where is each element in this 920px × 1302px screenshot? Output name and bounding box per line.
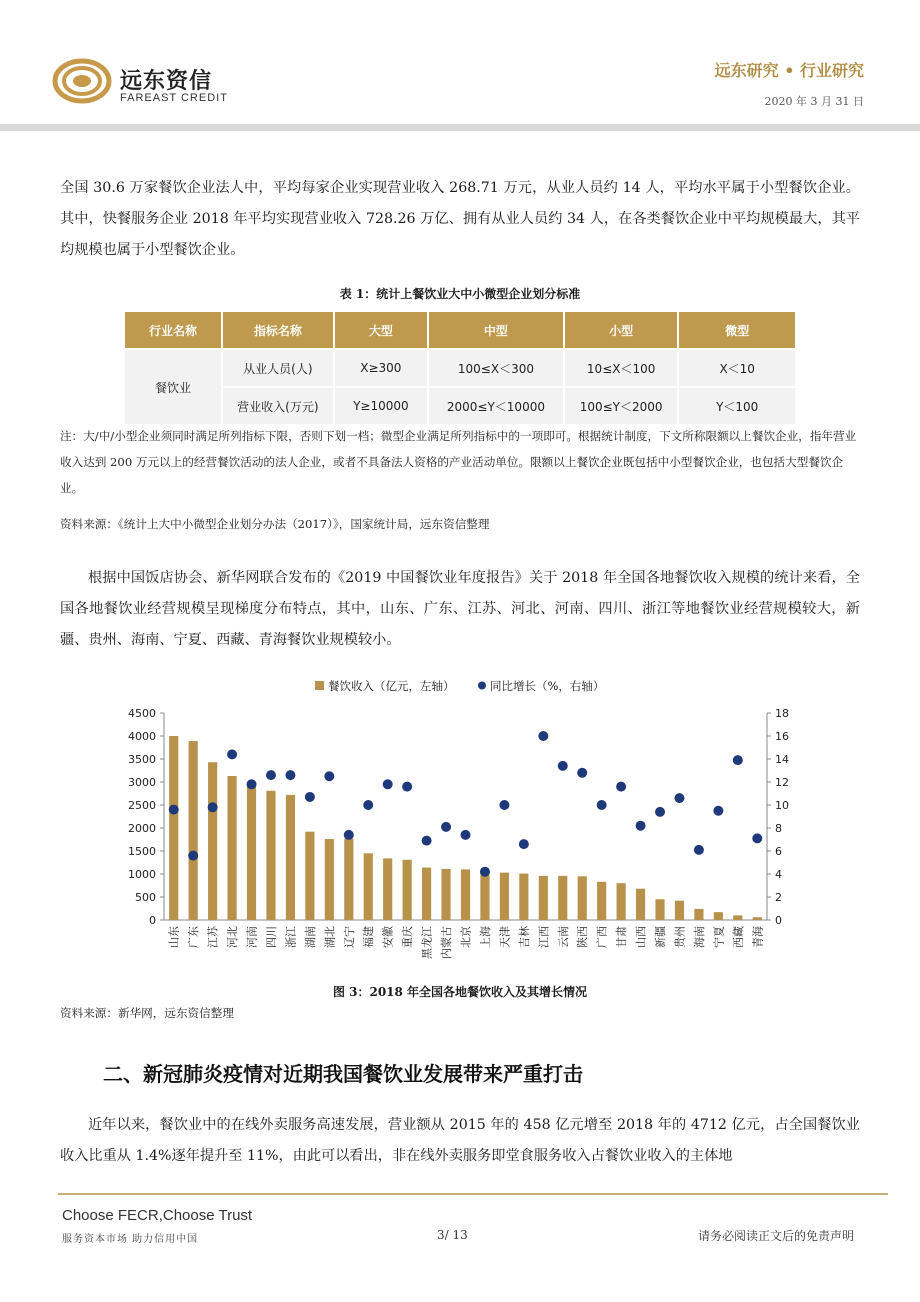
x-tick-label: 山西 xyxy=(634,926,648,948)
growth-dot xyxy=(499,800,509,810)
cell: Y＜100 xyxy=(678,387,795,424)
growth-dot xyxy=(713,806,723,816)
growth-dot xyxy=(597,800,607,810)
bar xyxy=(655,899,664,920)
left-tick-label: 4500 xyxy=(128,707,156,720)
bar xyxy=(733,915,742,920)
growth-dot xyxy=(188,851,198,861)
bar xyxy=(714,912,723,920)
bar xyxy=(403,860,412,920)
x-tick-label: 贵州 xyxy=(673,926,687,948)
logo-name-en: FAREAST CREDIT xyxy=(120,92,228,104)
x-tick-label: 内蒙古 xyxy=(440,926,454,959)
legend-bar-swatch xyxy=(315,681,324,690)
bar xyxy=(383,858,392,920)
growth-dot xyxy=(208,802,218,812)
growth-dot xyxy=(169,805,179,815)
bar xyxy=(441,869,450,920)
logo xyxy=(52,56,112,106)
growth-dot xyxy=(305,792,315,802)
section-heading: 二、新冠肺炎疫情对近期我国餐饮业发展带来严重打击 xyxy=(103,1062,583,1086)
left-tick-label: 2000 xyxy=(128,822,156,835)
x-tick-label: 吉林 xyxy=(517,926,531,948)
bar xyxy=(675,901,684,920)
th-large: 大型 xyxy=(334,312,428,349)
x-tick-label: 广东 xyxy=(187,926,201,948)
right-tick-label: 8 xyxy=(775,822,782,835)
right-tick-label: 6 xyxy=(775,845,782,858)
growth-dot xyxy=(752,833,762,843)
revenue-growth-chart xyxy=(0,670,920,970)
cell: X≥300 xyxy=(334,349,428,387)
x-tick-label: 广西 xyxy=(595,926,609,948)
th-small: 小型 xyxy=(564,312,679,349)
left-tick-label: 3500 xyxy=(128,753,156,766)
bar xyxy=(189,741,198,920)
left-tick-label: 2500 xyxy=(128,799,156,812)
left-tick-label: 0 xyxy=(149,914,156,927)
left-tick-label: 1000 xyxy=(128,868,156,881)
x-tick-label: 江西 xyxy=(537,926,551,948)
table-row xyxy=(125,387,795,424)
x-tick-label: 天津 xyxy=(498,926,512,948)
growth-dot xyxy=(324,771,334,781)
cell: 从业人员(人) xyxy=(222,349,334,387)
growth-dot xyxy=(266,770,276,780)
bar xyxy=(461,869,470,920)
bar xyxy=(169,736,178,920)
growth-dot xyxy=(285,770,295,780)
bar xyxy=(636,889,645,920)
bar xyxy=(539,876,548,920)
growth-dot xyxy=(441,822,451,832)
chart-caption: 图 3：2018 年全国各地餐饮收入及其增长情况 xyxy=(332,985,588,999)
x-tick-label: 重庆 xyxy=(401,926,415,948)
th-medium: 中型 xyxy=(428,312,564,349)
growth-dot xyxy=(461,830,471,840)
paragraph-2: 根据中国饭店协会、新华网联合发布的《2019 中国餐饮业年度报告》关于 2018 年全国各地餐饮收入规模的统计来看，全国各地餐饮业经营规模呈现梯度分布特点，其中，山东、广东、江苏、河北、河南、四川、浙江等地餐饮业经营规模较大，新疆、贵州、海南、宁夏、西藏、青海餐饮业规模较小。 xyxy=(60,570,860,648)
growth-dot xyxy=(674,793,684,803)
growth-dot xyxy=(422,836,432,846)
bar xyxy=(266,791,275,920)
bar xyxy=(519,874,528,920)
paragraph-3: 近年以来，餐饮业中的在线外卖服务高速发展，营业额从 2015 年的 458 亿元增至 2018 年的 4712 亿元，占全国餐饮业收入比重从 1.4%逐年提升至 11%，由此可以看出，非在线外卖服务即堂食服务收入占餐饮业收入的主体地 xyxy=(60,1117,860,1164)
th-micro: 微型 xyxy=(678,312,795,349)
left-tick-label: 3000 xyxy=(128,776,156,789)
logo-icon xyxy=(52,56,112,106)
bar xyxy=(422,868,431,920)
x-tick-label: 北京 xyxy=(459,926,473,948)
bar xyxy=(500,873,509,920)
right-tick-label: 12 xyxy=(775,776,789,789)
cell: Y≥10000 xyxy=(334,387,428,424)
x-tick-label: 四川 xyxy=(264,926,278,948)
cell: X＜10 xyxy=(678,349,795,387)
x-tick-label: 江苏 xyxy=(206,926,220,948)
bar xyxy=(228,776,237,920)
x-tick-label: 上海 xyxy=(478,926,492,948)
bar xyxy=(753,917,762,920)
bar xyxy=(325,839,334,920)
x-tick-label: 黑龙江 xyxy=(420,926,434,959)
growth-dot xyxy=(694,845,704,855)
x-tick-label: 西藏 xyxy=(731,926,745,948)
x-tick-label: 河北 xyxy=(226,926,240,948)
chart-legend xyxy=(315,679,604,693)
footer-subslogan: 服务资本市场 助力信用中国 xyxy=(62,1234,199,1245)
section-label: 远东研究 • 行业研究 xyxy=(714,61,864,80)
x-tick-label: 辽宁 xyxy=(342,926,356,948)
bar xyxy=(617,883,626,920)
x-tick-label: 青海 xyxy=(751,926,765,948)
table-row xyxy=(125,349,795,387)
footer-slogan: Choose FECR,Choose Trust xyxy=(62,1207,253,1224)
bar xyxy=(597,882,606,920)
growth-dot xyxy=(519,839,529,849)
page-number: 3/ 13 xyxy=(437,1228,468,1242)
report-date: 2020 年 3 月 31 日 xyxy=(764,95,864,108)
x-tick-label: 浙江 xyxy=(284,926,298,948)
bar xyxy=(578,876,587,920)
chart-source: 资料来源：新华网，远东资信整理 xyxy=(60,1006,234,1020)
growth-dot xyxy=(402,782,412,792)
right-tick-label: 4 xyxy=(775,868,782,881)
cell: 100≤Y＜2000 xyxy=(564,387,679,424)
x-tick-label: 新疆 xyxy=(654,926,668,948)
cell: 营业收入(万元) xyxy=(222,387,334,424)
x-tick-label: 海南 xyxy=(692,926,706,948)
right-tick-label: 0 xyxy=(775,914,782,927)
right-tick-label: 10 xyxy=(775,799,789,812)
bar xyxy=(344,839,353,920)
growth-dot xyxy=(733,755,743,765)
cell: 10≤X＜100 xyxy=(564,349,679,387)
growth-dot xyxy=(636,821,646,831)
growth-dot xyxy=(577,768,587,778)
bar xyxy=(286,795,295,920)
footer-divider xyxy=(58,1193,888,1195)
th-indicator: 指标名称 xyxy=(222,312,334,349)
table-caption: 表 1：统计上餐饮业大中小微型企业划分标准 xyxy=(339,287,581,301)
cell: 2000≤Y＜10000 xyxy=(428,387,564,424)
disclaimer-note: 请务必阅读正文后的免责声明 xyxy=(697,1229,854,1243)
bar xyxy=(694,909,703,920)
right-tick-label: 16 xyxy=(775,730,789,743)
right-tick-label: 2 xyxy=(775,891,782,904)
logo-name-cn: 远东资信 xyxy=(120,69,213,94)
growth-dot xyxy=(247,779,257,789)
x-tick-label: 湖北 xyxy=(323,926,337,948)
bar xyxy=(208,762,217,920)
growth-dot xyxy=(538,731,548,741)
x-tick-label: 安徽 xyxy=(381,926,395,948)
growth-dot xyxy=(480,867,490,877)
x-tick-label: 云南 xyxy=(556,926,570,948)
bar xyxy=(305,832,314,920)
growth-dot xyxy=(344,830,354,840)
x-tick-label: 陕西 xyxy=(576,926,590,948)
bar xyxy=(480,872,489,920)
paragraph-1: 全国 30.6 万家餐饮企业法人中，平均每家企业实现营业收入 268.71 万元，从业人员约 14 人，平均水平属于小型餐饮企业。其中，快餐服务企业 2018 年平均实现营业收入 728.26 万亿、拥有从业人员约 34 人，在各类餐饮企业中平均规模最大，其平均规模也属于小型餐饮企业。 xyxy=(60,180,860,258)
table-source: 资料来源：《统计上大中小微型企业划分办法（2017）》，国家统计局，远东资信整理 xyxy=(60,517,490,531)
table-note: 注：大/中/小型企业须同时满足所列指标下限，否则下划一档；微型企业满足所列指标中的一项即可。根据统计制度，下文所称限额以上餐饮企业，指年营业收入达到 200 万元以上的经营餐饮活动的法人企业，或者不具备法人资格的产业活动单位。限额以上餐饮企业既包括中小型餐饮企业，也包括大型餐饮企业。 xyxy=(60,429,857,495)
x-tick-label: 甘肃 xyxy=(615,926,629,948)
growth-dot xyxy=(558,761,568,771)
legend-bar-label: 餐饮收入（亿元，左轴） xyxy=(328,679,455,693)
growth-dot xyxy=(655,807,665,817)
growth-dot xyxy=(383,779,393,789)
right-tick-label: 18 xyxy=(775,707,789,720)
size-standard-table xyxy=(125,312,795,424)
x-tick-label: 福建 xyxy=(362,926,376,948)
th-industry: 行业名称 xyxy=(125,312,222,349)
cell-industry: 餐饮业 xyxy=(125,349,222,424)
x-tick-label: 河南 xyxy=(245,926,259,948)
cell: 100≤X＜300 xyxy=(428,349,564,387)
x-tick-label: 山东 xyxy=(167,926,181,948)
left-tick-label: 500 xyxy=(135,891,156,904)
left-tick-label: 4000 xyxy=(128,730,156,743)
growth-dot xyxy=(616,782,626,792)
right-tick-label: 14 xyxy=(775,753,789,766)
x-tick-label: 宁夏 xyxy=(712,926,726,948)
x-tick-label: 湖南 xyxy=(303,926,317,948)
legend-dot-label: 同比增长（%，右轴） xyxy=(490,679,605,693)
header-divider xyxy=(0,124,920,131)
growth-dot xyxy=(227,749,237,759)
bar xyxy=(558,876,567,920)
bar xyxy=(247,784,256,920)
left-tick-label: 1500 xyxy=(128,845,156,858)
bar xyxy=(364,853,373,920)
growth-dot xyxy=(363,800,373,810)
legend-dot-swatch xyxy=(478,682,486,690)
